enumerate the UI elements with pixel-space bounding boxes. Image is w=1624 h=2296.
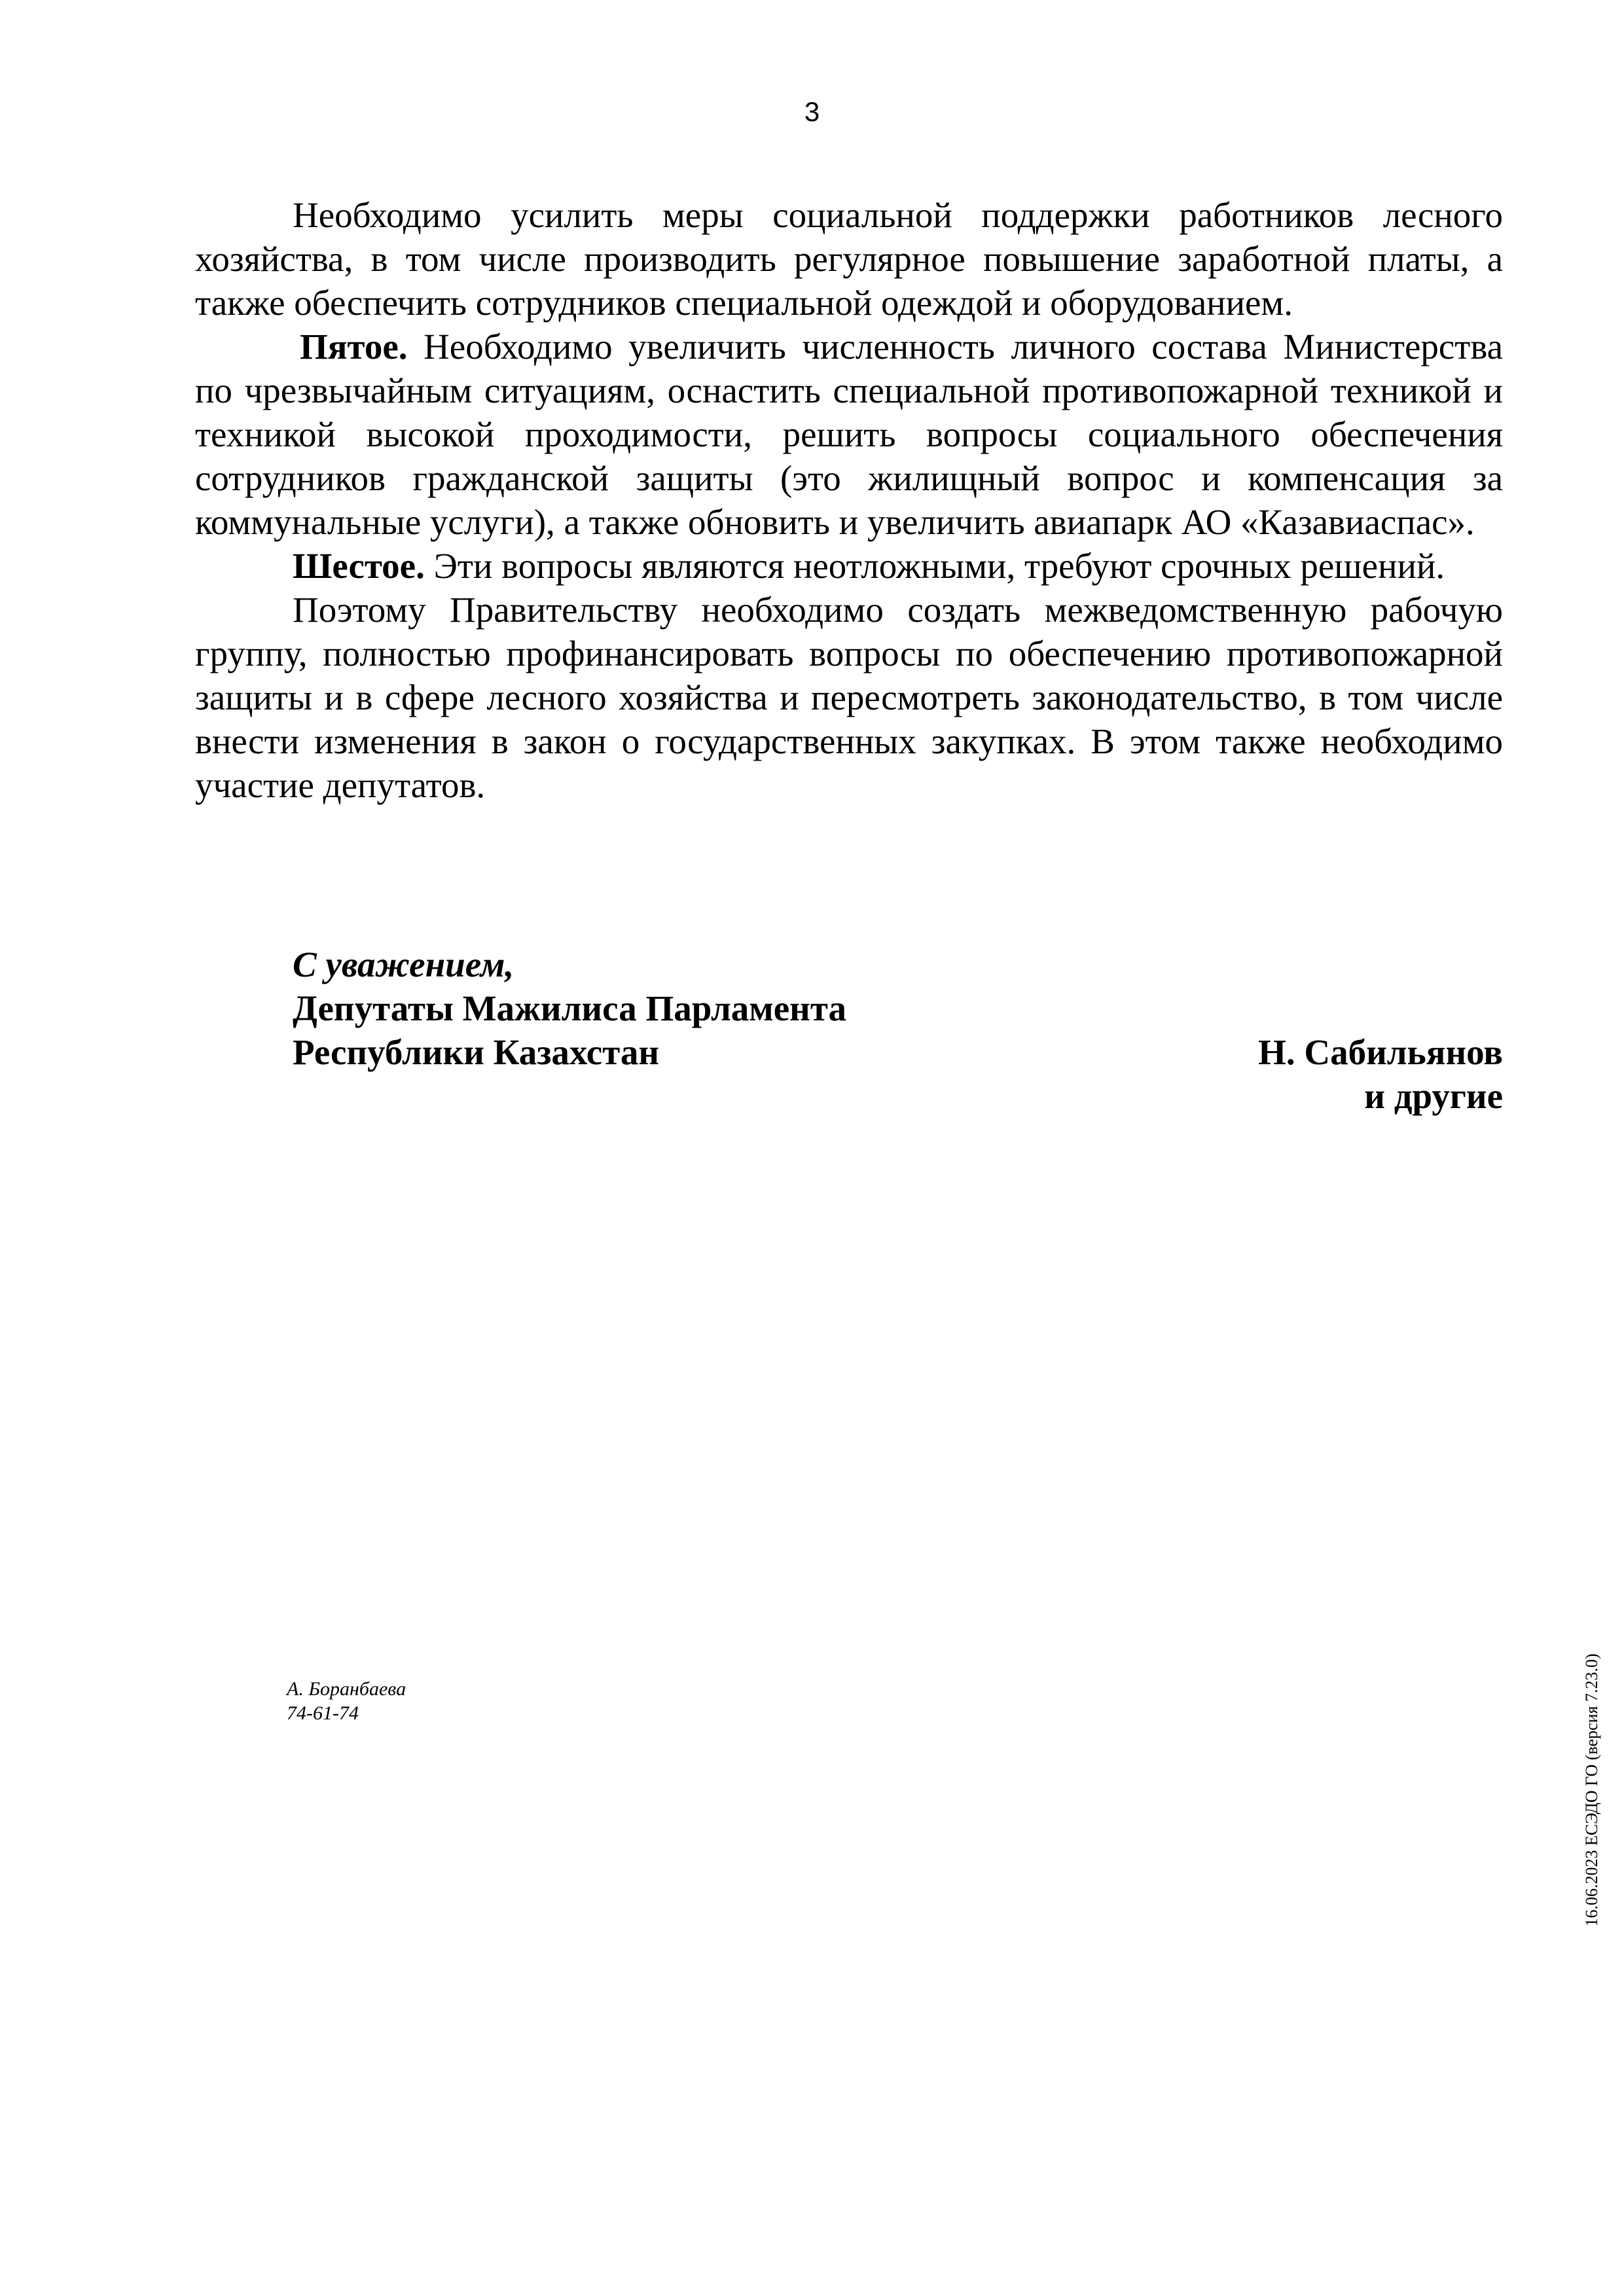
letter-body <box>195 193 1503 807</box>
signer-others: и другие <box>1364 1076 1503 1116</box>
paragraph-fifth <box>195 325 1503 544</box>
signer-name: Н. Сабильянов <box>1258 1032 1503 1072</box>
paragraph-sixth-text: Эти вопросы являются неотложными, требуют срочных решений. <box>424 546 1445 586</box>
closing-regards: С уважением, <box>293 944 514 984</box>
paragraph-government: Поэтому Правительству необходимо создать межведомственную рабочую группу, полностью профинансировать вопросы по обеспечению противопожарной защиты и в сфере лесного хозяйства и пересмотреть законодательство, в том числе внести изменения в закон о государственных закупках. В этом также необходимо участие депутатов. <box>195 590 1503 805</box>
paragraph-sixth-lead: Шестое. <box>293 546 425 586</box>
paragraph-fifth-text: Необходимо увеличить численность личного состава Министерства по чрезвычайным ситуациям, оснастить специальной противопожарной техникой и техникой высокой проходимости, решить вопросы социального обеспечения сотрудников гражданской защиты (это жилищный вопрос и компенсация за коммунальные услуги), а также обновить и увеличить авиапарк АО «Казавиаспас». <box>195 327 1503 542</box>
executor-phone: 74-61-74 <box>287 1702 359 1724</box>
executor-name: А. Боранбаева <box>287 1678 406 1700</box>
closing-line-1: Депутаты Мажилиса Парламента <box>293 988 847 1028</box>
paragraph-sixth <box>195 544 1503 588</box>
paragraph-fifth-lead: Пятое. <box>300 327 408 367</box>
paragraph-social-support: Необходимо усилить меры социальной поддержки работников лесного хозяйства, в том числе производить регулярное повышение заработной платы, а также обеспечить сотрудников специальной одеждой и оборудованием. <box>195 195 1503 323</box>
closing-block <box>293 942 846 1074</box>
page-number: 3 <box>804 96 820 127</box>
closing-line-2: Республики Казахстан <box>293 1032 660 1072</box>
edms-stamp: 16.06.2023 ЕСЭДО ГО (версия 7.23.0) <box>1582 1653 1601 1927</box>
signer-block <box>1258 1030 1503 1118</box>
executor-block <box>287 1677 406 1725</box>
